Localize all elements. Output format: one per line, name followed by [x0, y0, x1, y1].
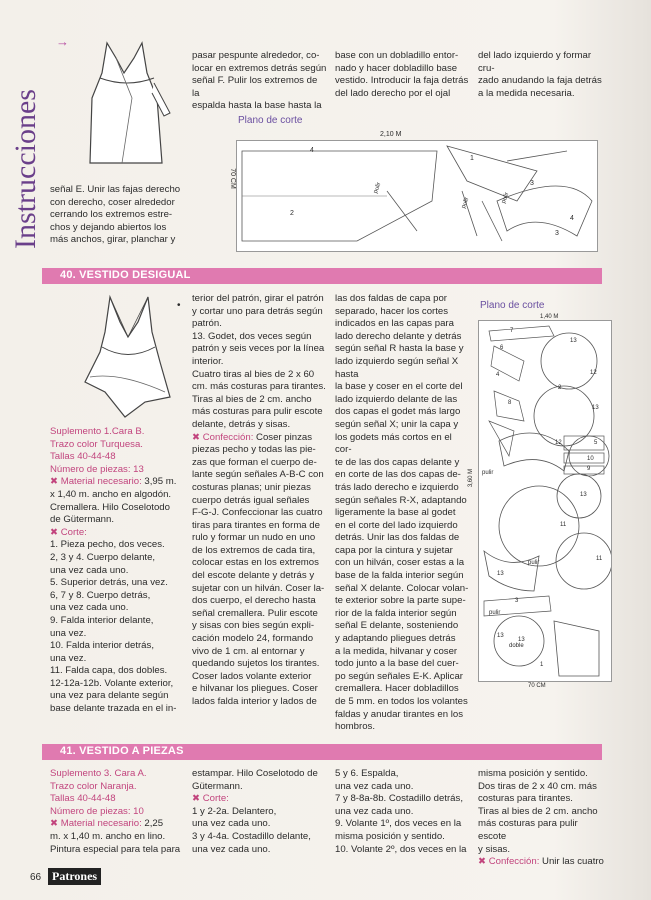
text-line: hombros.	[335, 721, 375, 733]
text-line: señal cremallera. Pulir escote	[192, 607, 318, 619]
text-line: 13. Godet, dos veces según	[192, 330, 312, 342]
text-line: 5 y 6. Espalda,	[335, 768, 399, 779]
top-plan-label: 3	[555, 230, 559, 237]
s41-col3	[335, 768, 470, 856]
top-plan-width: 2,10 M	[380, 131, 402, 138]
s41-col2	[192, 768, 327, 856]
text-line: 10. Volante 2º, dos veces en la	[335, 843, 467, 855]
text-line: 2, 3 y 4. Cuerpo delante,	[50, 551, 156, 563]
s40-plan-label: 13	[518, 637, 525, 643]
section-header-41: 41. VESTIDO A PIEZAS	[42, 744, 602, 760]
text-line: Tallas 40-44-48	[50, 793, 116, 805]
text-line: en corte de las dos capas de-	[335, 469, 461, 481]
text-line: cuerpo detrás igual señales	[192, 494, 310, 506]
text-line: x 1,40 m. ancho en algodón.	[50, 488, 172, 500]
s40-col3	[335, 293, 470, 734]
s40-plan-label: pulir	[489, 610, 501, 616]
text-line: ✖ Material necesario: 3,95 m.	[50, 476, 177, 488]
s40-plan-label: pulir	[482, 470, 494, 476]
text-line: 3 y 4-4a. Costadillo delante,	[192, 830, 311, 842]
s40-plan-label: 11	[560, 522, 567, 528]
text-line: de los extremos de cada tira,	[192, 544, 316, 556]
top-plan-label: 4	[310, 147, 314, 154]
text-line: dos cuerpo, el derecho hasta	[192, 595, 316, 607]
s40-plan-label: 9	[587, 466, 591, 472]
text-line: Tallas 40-44-48	[50, 451, 116, 463]
text-line: estampar. Hilo Coselotodo de	[192, 768, 318, 779]
text-line: base de la falda interior según	[335, 570, 464, 582]
text-line: piezas pecho y todas las pie-	[192, 444, 316, 456]
text-line: más costuras para pulir escote	[478, 818, 578, 842]
text-line: una vez.	[50, 627, 87, 639]
text-line: separado, hacer los cortes	[335, 305, 449, 317]
side-title: Instrucciones	[9, 89, 42, 249]
text-line: ✖ Material necesario: 2,25	[50, 818, 164, 830]
text-line: te exterior sobre la parte supe-	[335, 595, 466, 607]
top-plan-label: 2	[290, 210, 294, 217]
s40-plan-label: 8	[508, 400, 512, 406]
arrow-icon: →	[56, 34, 69, 49]
text-line: una vez cada uno.	[50, 564, 129, 576]
top-plan-label: 3	[530, 180, 534, 187]
text-line: misma posición y sentido.	[478, 768, 588, 779]
text-line: una vez cada uno.	[192, 818, 271, 830]
text-line: y sisas.	[478, 843, 510, 855]
text-line: 7 y 8-8a-8b. Costadillo detrás,	[335, 793, 463, 805]
text-line: 1. Pieza pecho, dos veces.	[50, 539, 165, 551]
s40-plan-width: 1,40 M	[540, 314, 559, 320]
s41-col4	[478, 768, 608, 869]
text-line: indicados en las capas para	[335, 318, 454, 330]
s40-plan-label: 5	[594, 440, 598, 446]
page-number: 66	[30, 872, 42, 883]
text-line: 6, 7 y 8. Cuerpo detrás,	[50, 589, 151, 601]
text-line: Pintura especial para tela para	[50, 843, 181, 855]
text-line: lado izquierdo según señal X hasta	[335, 355, 459, 380]
text-line: una vez cada uno.	[335, 805, 414, 817]
text-line: según señal R hasta la base y	[335, 343, 464, 355]
text-line: y adaptando pliegues detrás	[335, 633, 456, 645]
text-line: costuras para tirantes.	[478, 793, 573, 805]
top-plan-label: pulir	[460, 196, 471, 210]
s40-col2	[192, 293, 327, 709]
text-line: una vez cada uno.	[192, 843, 271, 855]
text-line: patrón.	[192, 318, 222, 330]
text-line: una vez para delante según	[50, 690, 169, 702]
text-line: Tiras al bies de 2 cm. ancho	[192, 393, 312, 405]
text-line: po según señales E-K. Aplicar	[335, 670, 463, 682]
text-line: de Gütermann.	[50, 514, 114, 526]
text-line: Trazo color Naranja.	[50, 780, 137, 792]
text-line: 12-12a-12b. Volante exterior,	[50, 677, 174, 689]
text-line: Trazo color Turquesa.	[50, 438, 143, 450]
s40-plan-label: 3	[515, 598, 519, 604]
s40-plan-bottom: 70 CM	[528, 683, 546, 689]
s40-plan-label: pulir	[528, 560, 540, 566]
text-line: zas que forman el cuerpo de-	[192, 456, 317, 468]
s40-plan-label: doble	[509, 643, 524, 649]
text-line: terior del patrón, girar el patrón	[192, 293, 324, 304]
text-line: ✖ Confección: Coser pinzas	[192, 431, 313, 443]
s40-plan-label: 13	[580, 492, 587, 498]
text-line: base delante trazada en el in-	[50, 703, 177, 715]
text-line: 5. Superior detrás, una vez.	[50, 577, 168, 589]
text-line: 10. Falda interior detrás,	[50, 640, 154, 652]
text-line: señal E delante, sosteniendo	[335, 620, 459, 632]
text-line: lante según señales A-B-C con	[192, 469, 324, 481]
text-line: Número de piezas: 10	[50, 805, 144, 817]
s40-plan-label: 13	[497, 633, 504, 639]
text-line: interior.	[192, 355, 224, 367]
text-line: dos capas el godet más largo	[335, 406, 461, 418]
text-line: una vez cada uno.	[50, 602, 129, 614]
text-line: rior de la falda interior según	[335, 607, 457, 619]
text-line: ligeramente la base al godet	[335, 507, 456, 519]
text-line: sujetar con un hilván. Coser la-	[192, 582, 325, 594]
text-line: según señales R-X, adaptando	[335, 494, 467, 506]
text-line: 9. Falda interior delante,	[50, 614, 154, 626]
dress-illustration-top	[72, 38, 182, 173]
s40-plan-label: 11	[596, 556, 603, 562]
text-line: 1 y 2-2a. Delantero,	[192, 805, 277, 817]
text-line: Suplemento 1.Cara B.	[50, 426, 145, 437]
s41-col1	[50, 768, 182, 856]
text-line: te de las dos capas delante y	[335, 456, 460, 468]
text-line: Cremallera. Hilo Coselotodo	[50, 501, 170, 513]
text-line: y cortar uno para detrás según	[192, 305, 323, 317]
top-plan-label: 1	[470, 155, 474, 162]
top-plan-label: 4	[570, 215, 574, 222]
text-line: rulo y formar un nudo en uno	[192, 532, 316, 544]
s40-col1	[50, 426, 182, 716]
s40-plan-label: 12	[590, 370, 597, 376]
text-line: lados falda interior y lados de	[192, 696, 317, 707]
text-line: Suplemento 3. Cara A.	[50, 768, 147, 779]
top-col4: del lado izquierdo y formar cru- zado anudando la faja detrás a la medida necesaria.	[478, 50, 602, 99]
text-line: misma posición y sentido.	[335, 830, 445, 842]
s40-plan-label: 13	[570, 338, 577, 344]
text-line: trás lado derecho e izquierdo	[335, 481, 459, 493]
text-line: Dos tiras de 2 x 40 cm. más	[478, 780, 597, 792]
text-line: los godets más cortos en el cor-	[335, 431, 452, 456]
text-line: lado izquierdo delante de las	[335, 393, 458, 405]
section-header-40: 40. VESTIDO DESIGUAL	[42, 268, 602, 284]
text-line: F-G-J. Confeccionar las cuatro	[192, 507, 323, 519]
s40-plan-label: 10	[587, 456, 594, 462]
text-line: delante, detrás y sisas.	[192, 418, 291, 430]
s40-plan-height: 3,60 M	[468, 468, 475, 488]
text-line: lado derecho delante y detrás	[335, 330, 462, 342]
brand-logo: Patrones	[48, 868, 101, 885]
top-col3: base con un dobladillo entor- nado y hacer dobladillo base vestido. Introducir la faja detrás del lado derecho por el ojal	[335, 50, 469, 99]
text-line: y sisas con bies según expli-	[192, 620, 315, 632]
text-line: según señal X; unir la capa y	[335, 418, 459, 430]
s40-plan-label: 7	[510, 328, 514, 334]
text-line: 11. Falda capa, dos dobles.	[50, 665, 168, 677]
text-line: cación modelo 24, formando	[192, 633, 314, 645]
text-line: 9. Volante 1º, dos veces en la	[335, 818, 462, 830]
text-line: del escote delante y detrás y	[192, 570, 315, 582]
s40-plan-label: 13	[592, 405, 599, 411]
text-line: colocar estas en los extremos	[192, 557, 319, 569]
text-line: quedando sujetos los tirantes.	[192, 658, 320, 670]
text-line: las dos faldas de capa por	[335, 293, 448, 304]
s40-plan-label: 2	[558, 385, 562, 391]
text-line: con un hilván, coser estas a la	[335, 557, 465, 569]
text-line: cremallera. Hacer dobladillos	[335, 683, 459, 695]
s40-plan-label: 12	[555, 440, 562, 446]
text-line: Cuatro tiras al bies de 2 x 60	[192, 368, 315, 380]
text-line: a la medida, hilvanar y coser	[335, 645, 458, 657]
s40-plan-title: Plano de corte	[480, 300, 545, 311]
text-line: en el corte del lado izquierdo	[335, 519, 458, 531]
text-line: Coser lados volante exterior	[192, 670, 312, 682]
text-line: e hilvanar los pliegues. Coser	[192, 683, 318, 695]
text-line: capa por la cintura y sujetar	[335, 544, 453, 556]
dress-illustration-40	[70, 292, 190, 422]
top-col2: pasar pespunte alrededor, co- locar en extremos detrás según señal F. Pulir los extremos de la espalda hasta la base hasta la	[192, 50, 327, 112]
text-line: ✖ Corte:	[50, 526, 87, 538]
text-line: faldas y anudar tirantes en los	[335, 708, 463, 720]
text-line: más costuras para pulir escote	[192, 406, 323, 418]
top-cutting-plan	[236, 140, 598, 252]
text-line: Tiras al bies de 2 cm. ancho	[478, 805, 598, 817]
text-line: una vez cada uno.	[335, 780, 414, 792]
text-line: todo junto a la base del cuer-	[335, 658, 459, 670]
s40-plan-label: 6	[500, 345, 504, 351]
text-line: cm. más costuras para tirantes.	[192, 381, 326, 393]
text-line: señal X delante. Colocar volan-	[335, 582, 469, 594]
top-plan-label: pulir	[372, 181, 383, 195]
text-line: de 5 mm. en todos los volantes	[335, 696, 468, 707]
text-line: patrón y seis veces por la línea	[192, 343, 325, 355]
text-line: la base y coser en el corte del	[335, 381, 463, 393]
s40-plan-label: 1	[540, 662, 544, 668]
s40-plan-label: 13	[497, 571, 504, 577]
text-line: Gütermann.	[192, 780, 243, 792]
text-line: tiras para tirantes en forma de	[192, 519, 320, 531]
text-line: m. x 1,40 m. ancho en lino.	[50, 830, 166, 842]
top-plan-height: 70 CM	[228, 168, 236, 189]
bullet-dot: •	[177, 300, 181, 311]
text-line: vivo de 1 cm. al entornar y	[192, 645, 305, 657]
text-line: una vez.	[50, 652, 87, 664]
s40-plan-label: 4	[496, 372, 500, 378]
top-plan-label: pulir	[500, 191, 511, 205]
text-line: ✖ Confección: Unir las cuatro	[478, 856, 604, 868]
text-line: costuras planas; unir piezas	[192, 481, 311, 493]
top-col1: señal E. Unir las fajas derecho con derecho, coser alrededor cerrando los extremos estre- chos y dejando abiertos los más anchos, girar, planchar y	[50, 184, 181, 246]
text-line: Número de piezas: 13	[50, 463, 144, 475]
text-line: ✖ Corte:	[192, 793, 229, 805]
top-plan-title: Plano de corte	[238, 115, 303, 126]
text-line: detrás. Unir las dos faldas de	[335, 532, 460, 544]
